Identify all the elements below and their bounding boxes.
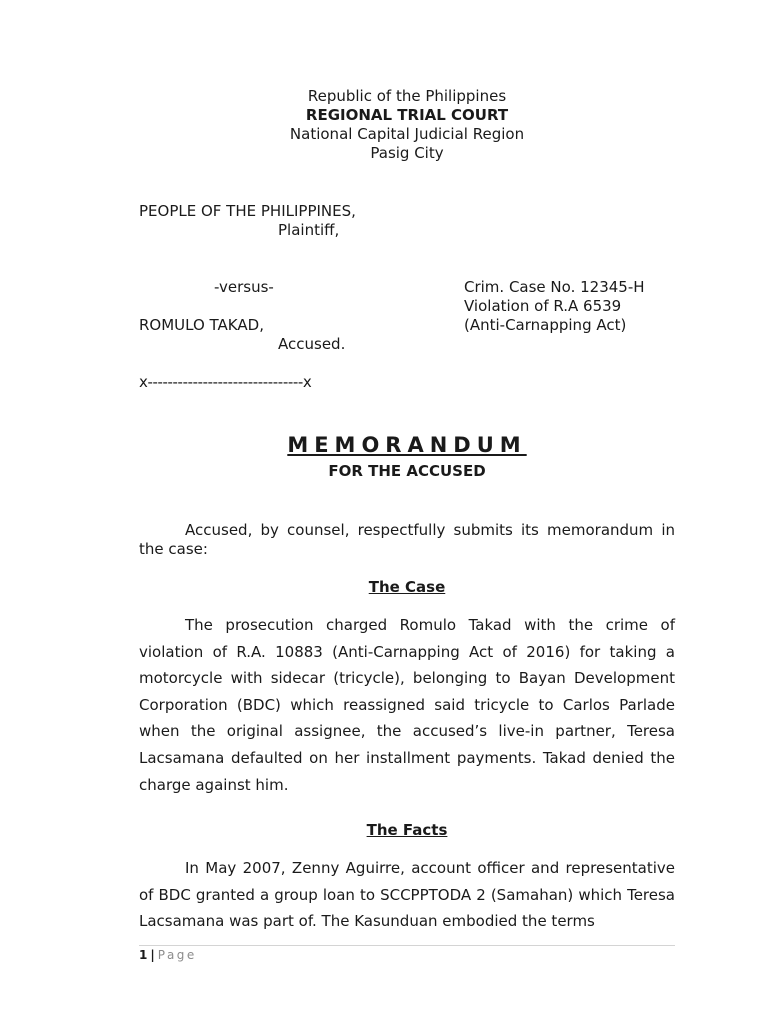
- memorandum-title: MEMORANDUM: [287, 433, 527, 457]
- case-act: (Anti-Carnapping Act): [464, 316, 627, 334]
- case-text: The prosecution charged Romulo Takad with the crime of violation of R.A. 10883 (Anti-Carnapping Act of 2016) for taking a motorcycle with sidecar (tricycle), belonging to Bayan Development Corporation (BDC) which reassigned said tricycle to Carlos Parlade when the original assignee, the accused’s live-in partner, Teresa Lacsamana defaulted on her installment payments. Takad denied the charge against him.: [139, 616, 675, 794]
- versus-label: -versus-: [214, 278, 274, 296]
- page-label: Page: [157, 948, 197, 962]
- footer-separator: |: [150, 948, 155, 962]
- page-footer: [139, 947, 197, 963]
- caption-divider: x-------------------------------x: [139, 373, 312, 391]
- case-paragraph: [139, 612, 675, 798]
- plaintiff-name: PEOPLE OF THE PHILIPPINES,: [139, 202, 356, 220]
- header-republic: Republic of the Philippines: [307, 87, 507, 105]
- intro-paragraph: [139, 521, 675, 559]
- memorandum-subtitle: FOR THE ACCUSED: [328, 462, 486, 480]
- intro-text: Accused, by counsel, respectfully submits its memorandum in the case:: [139, 521, 675, 558]
- case-violation: Violation of R.A 6539: [464, 297, 622, 315]
- facts-paragraph: [139, 855, 675, 935]
- section-heading-case: The Case: [368, 578, 446, 596]
- facts-text: In May 2007, Zenny Aguirre, account officer and representative of BDC granted a group loan to SCCPPTODA 2 (Samahan) which Teresa Lacsamana was part of. The Kasunduan embodied the terms: [139, 859, 675, 931]
- header-court: REGIONAL TRIAL COURT: [305, 106, 509, 124]
- plaintiff-role: Plaintiff,: [278, 221, 340, 239]
- header-city: Pasig City: [370, 144, 444, 162]
- section-heading-facts: The Facts: [366, 821, 448, 839]
- accused-role: Accused.: [278, 335, 346, 353]
- page-number: 1: [139, 948, 148, 962]
- accused-name: ROMULO TAKAD,: [139, 316, 264, 334]
- footer-rule: [139, 945, 675, 946]
- header-region: National Capital Judicial Region: [289, 125, 525, 143]
- case-number: Crim. Case No. 12345-H: [464, 278, 645, 296]
